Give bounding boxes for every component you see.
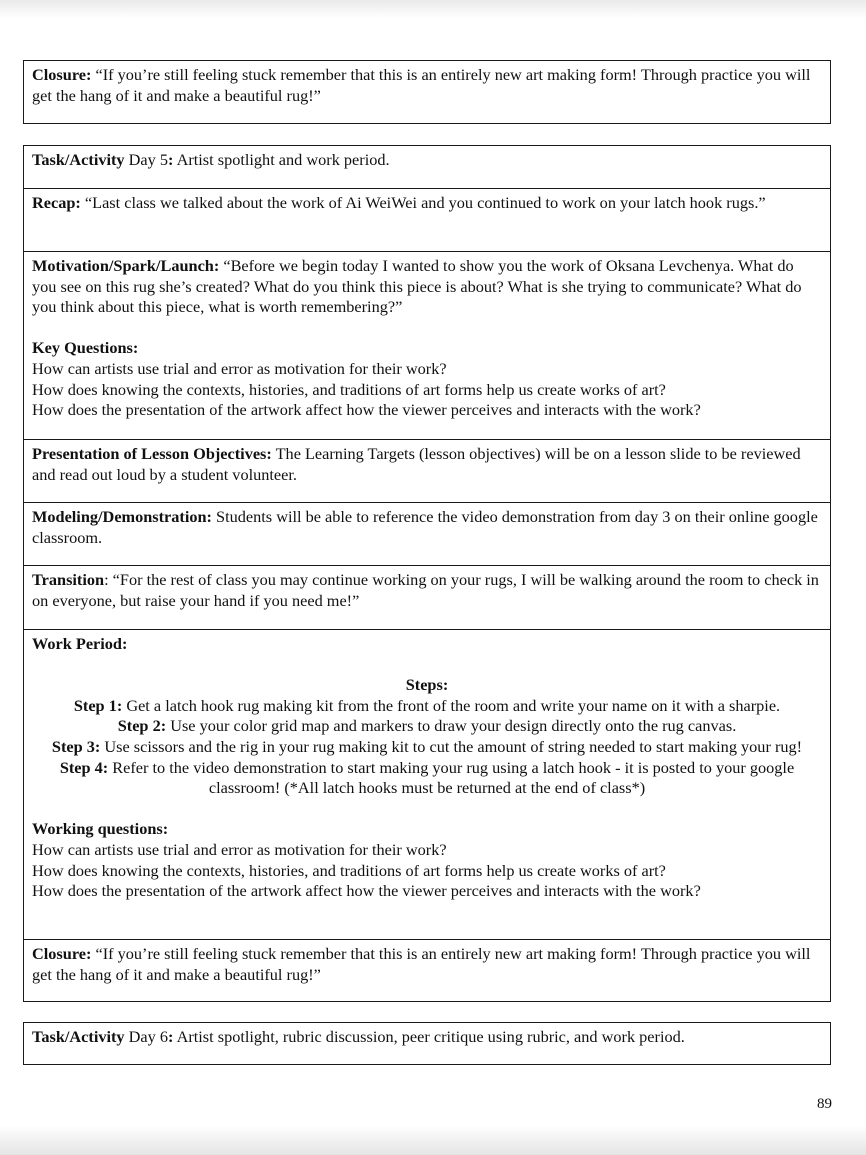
task-text: Artist spotlight, rubric discussion, peer critique using rubric, and work period. — [173, 1027, 685, 1046]
key-question: How does knowing the contexts, histories, and traditions of art forms help us create works of art? — [32, 379, 666, 399]
task-activity-row — [24, 146, 830, 188]
motivation-label: Motivation/Spark/Launch: — [32, 256, 220, 275]
modeling-label: Modeling/Demonstration: — [32, 507, 212, 526]
step-item — [32, 696, 822, 717]
task-colon: : — [167, 150, 174, 169]
step-item — [32, 737, 822, 758]
task-day: Day 5 — [124, 150, 168, 169]
key-question: How can artists use trial and error as motivation for their work? — [32, 358, 447, 378]
step-label: Step 3: — [51, 736, 101, 756]
step-text: Use your color grid map and markers to draw your design directly onto the rug canvas. — [166, 716, 737, 736]
task-day: Day 6 — [124, 1027, 168, 1046]
transition-row — [24, 565, 830, 629]
step-label: Step 4: — [59, 757, 109, 777]
day6-task-box — [23, 1022, 831, 1065]
motivation-paragraph — [32, 256, 822, 318]
working-question: How does knowing the contexts, histories, and traditions of art forms help us create works of art? — [32, 860, 666, 880]
closure-box-top — [23, 60, 831, 124]
page-number: 89 — [817, 1096, 832, 1112]
page-bottom-shadow — [0, 1125, 866, 1155]
transition-label: Transition — [32, 570, 105, 589]
closure-cell — [24, 61, 830, 112]
step-item — [32, 758, 822, 799]
closure-label: Closure: — [32, 944, 92, 963]
step-text: Get a latch hook rug making kit from the front of the room and write your name on it with a sharpie. — [122, 695, 781, 715]
lesson-objectives-row — [24, 439, 830, 502]
recap-label: Recap: — [32, 193, 81, 212]
working-question: How can artists use trial and error as motivation for their work? — [32, 839, 447, 859]
closure-row — [24, 939, 830, 1000]
day5-lesson-table — [23, 145, 831, 1002]
motivation-row — [24, 251, 830, 439]
task-colon: : — [167, 1027, 174, 1046]
spacer — [32, 799, 822, 820]
key-questions-heading: Key Questions: — [32, 338, 139, 358]
task-label: Task/Activity — [32, 150, 125, 169]
modeling-row — [24, 502, 830, 565]
spacer — [32, 655, 822, 676]
closure-text: “If you’re still feeling stuck remember that this is an entirely new art making form! Through practice you will get the hang of it and make a beautiful rug!” — [32, 65, 811, 105]
task-label: Task/Activity — [32, 1027, 125, 1046]
day6-task-row — [24, 1023, 830, 1054]
page-top-shadow — [0, 0, 866, 18]
step-label: Step 2: — [117, 716, 167, 736]
spacer — [32, 318, 822, 339]
objectives-text: The Learning Targets (lesson objectives) will be on a lesson slide to be reviewed and read out loud by a student volunteer. — [32, 444, 801, 484]
step-item — [32, 716, 822, 737]
steps-heading: Steps: — [405, 675, 449, 695]
objectives-label: Presentation of Lesson Objectives: — [32, 444, 272, 463]
work-period-row — [24, 629, 830, 939]
task-text: Artist spotlight and work period. — [173, 150, 390, 169]
working-questions-heading: Working questions: — [32, 819, 169, 839]
step-label: Step 1: — [73, 695, 123, 715]
working-question: How does the presentation of the artwork affect how the viewer perceives and interacts with the work? — [32, 881, 701, 901]
modeling-text: Students will be able to reference the video demonstration from day 3 on their online google classroom. — [32, 507, 818, 547]
recap-row — [24, 188, 830, 251]
recap-text: “Last class we talked about the work of Ai WeiWei and you continued to work on your latch hook rugs.” — [80, 193, 766, 212]
closure-label: Closure: — [32, 65, 92, 84]
transition-text: : “For the rest of class you may continue working on your rugs, I will be walking around the room to check in on everyone, but raise your hand if you need me!” — [32, 570, 819, 610]
closure-text: “If you’re still feeling stuck remember that this is an entirely new art making form! Through practice you will get the hang of it and make a beautiful rug!” — [32, 944, 811, 984]
work-period-heading: Work Period: — [32, 634, 128, 653]
motivation-text: “Before we begin today I wanted to show you the work of Oksana Levchenya. What do you see on this rug she’s created? What do you think this piece is about? What is she trying to communicate? What do you think about this piece, what is worth remembering?” — [32, 256, 802, 317]
step-text: Use scissors and the rig in your rug making kit to cut the amount of string needed to start making your rug! — [100, 736, 803, 756]
key-question: How does the presentation of the artwork affect how the viewer perceives and interacts with the work? — [32, 400, 701, 420]
step-text: Refer to the video demonstration to start making your rug using a latch hook - it is posted to your google classroom! (*All latch hooks must be returned at the end of class*) — [108, 757, 795, 798]
